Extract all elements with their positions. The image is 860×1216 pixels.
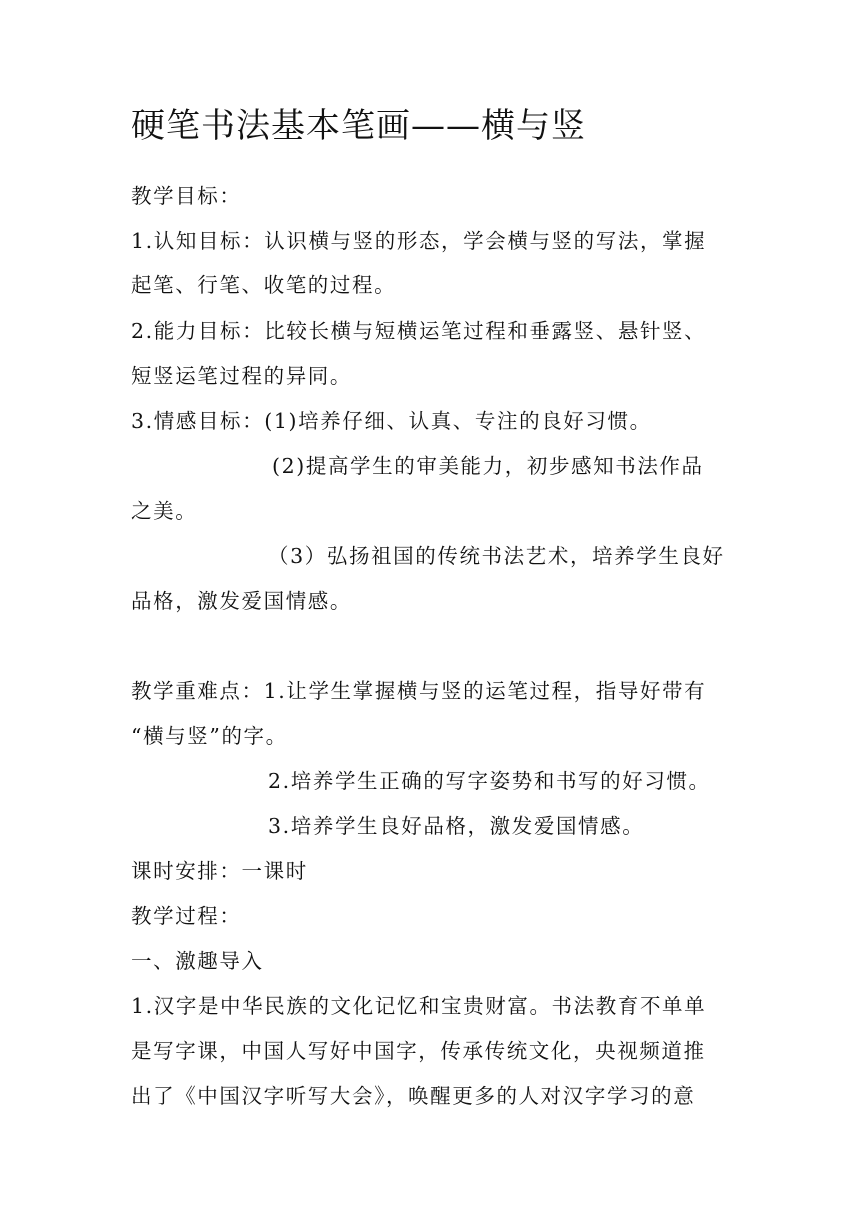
paragraph-line: 起笔、行笔、收笔的过程。 <box>131 273 397 297</box>
section-heading-process: 教学过程： <box>131 904 242 928</box>
paragraph-line: 出了《中国汉字听写大会》，唤醒更多的人对汉字学习的意 <box>131 1084 696 1108</box>
paragraph-line: 2.能力目标：比较长横与短横运笔过程和垂露竖、悬针竖、 <box>131 319 707 343</box>
section-heading-objectives: 教学目标： <box>131 184 242 208</box>
section-heading-schedule: 课时安排：一课时 <box>131 859 308 883</box>
paragraph-line: 品格，激发爱国情感。 <box>131 589 352 613</box>
paragraph-line: 短竖运笔过程的异同。 <box>131 364 352 388</box>
paragraph-line: (2)提高学生的审美能力，初步感知书法作品 <box>272 454 704 478</box>
paragraph-line: 3.情感目标：(1)培养仔细、认真、专注的良好习惯。 <box>131 409 652 433</box>
paragraph-line: 1.汉字是中华民族的文化记忆和宝贵财富。书法教育不单单 <box>131 994 707 1018</box>
paragraph-line: 3.培养学生良好品格，激发爱国情感。 <box>268 814 645 838</box>
paragraph-line: 是写字课，中国人写好中国字，传承传统文化，央视频道推 <box>131 1039 706 1063</box>
paragraph-line: “横与竖”的字。 <box>131 724 288 748</box>
document-title: 硬笔书法基本笔画——横与竖 <box>131 106 586 146</box>
paragraph-line: 2.培养学生正确的写字姿势和书写的好习惯。 <box>268 769 711 793</box>
subsection-heading: 一、激趣导入 <box>131 949 264 973</box>
paragraph-line: 之美。 <box>131 499 198 523</box>
paragraph-line: （3）弘扬祖国的传统书法艺术，培养学生良好 <box>268 544 725 568</box>
section-heading-key-points: 教学重难点：1.让学生掌握横与竖的运笔过程，指导好带有 <box>131 679 707 703</box>
paragraph-line: 1.认知目标：认识横与竖的形态，学会横与竖的写法，掌握 <box>131 229 707 253</box>
